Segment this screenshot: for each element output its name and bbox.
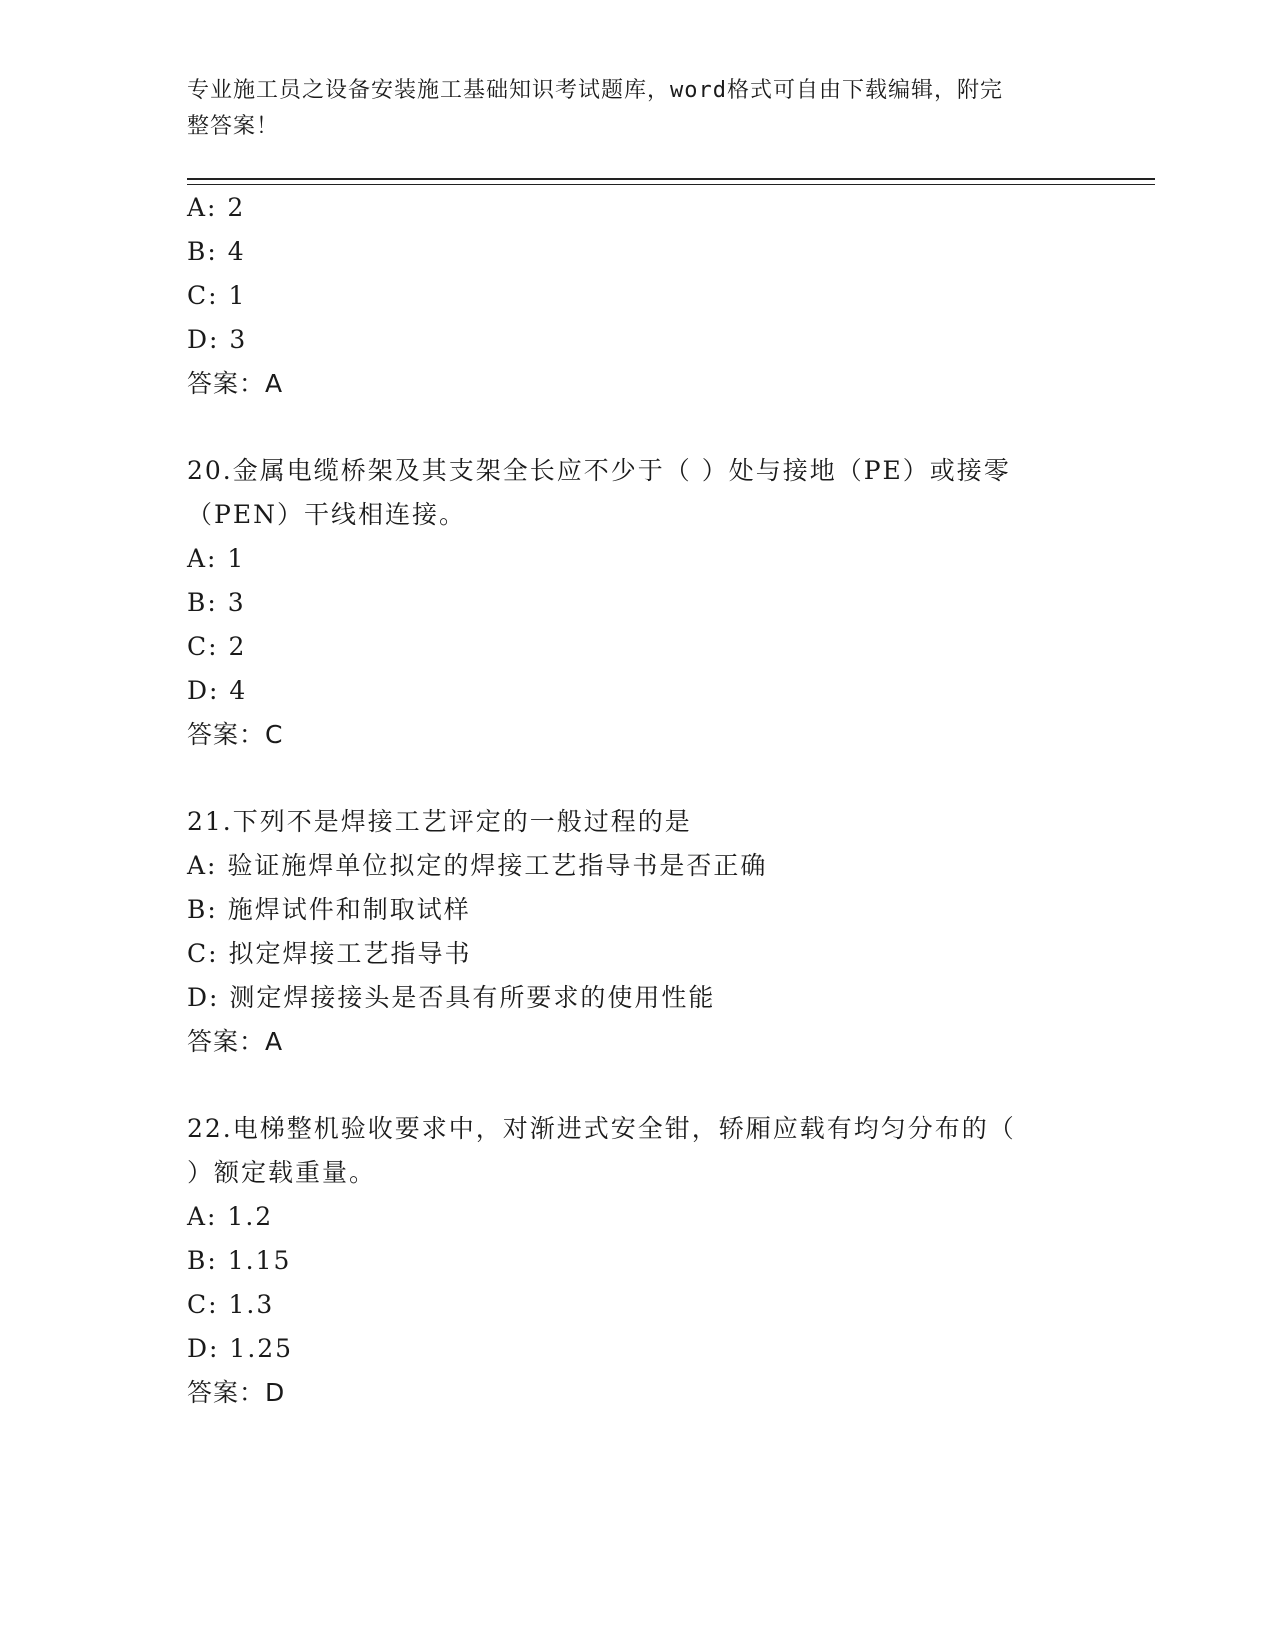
option-a: A: 1.2 <box>187 1202 274 1231</box>
header-line-2: 整答案！ <box>187 114 280 139</box>
option-a: A: 验证施焊单位拟定的焊接工艺指导书是否正确 <box>187 851 768 880</box>
answer-line: 答案：C <box>187 720 284 749</box>
option-d: D: 测定焊接接头是否具有所要求的使用性能 <box>187 983 716 1012</box>
header-rule-thick <box>187 178 1155 180</box>
option-d: D: 3 <box>187 325 248 354</box>
option-b: B: 3 <box>187 588 246 617</box>
option-c: C: 拟定焊接工艺指导书 <box>187 939 472 968</box>
header-rule-thin <box>187 184 1155 185</box>
question-text-line-2: ）额定载重量。 <box>187 1158 377 1187</box>
option-b: B: 1.15 <box>187 1246 292 1275</box>
option-a: A: 1 <box>187 544 246 573</box>
answer-line: 答案：D <box>187 1378 286 1407</box>
option-b: B: 4 <box>187 237 246 266</box>
option-c: C: 1.3 <box>187 1290 275 1319</box>
option-d: D: 1.25 <box>187 1334 294 1363</box>
question-text-line-1: 20.金属电缆桥架及其支架全长应不少于（ ）处与接地（PE）或接零 <box>187 456 1011 485</box>
answer-line: 答案：A <box>187 369 284 398</box>
answer-line: 答案：A <box>187 1027 284 1056</box>
option-c: C: 2 <box>187 632 247 661</box>
option-a: A: 2 <box>187 193 246 222</box>
header-line-1: 专业施工员之设备安装施工基础知识考试题库，word格式可自由下载编辑，附完 <box>187 78 1003 103</box>
option-c: C: 1 <box>187 281 247 310</box>
question-text-line-2: （PEN）干线相连接。 <box>187 500 466 529</box>
option-b: B: 施焊试件和制取试样 <box>187 895 471 924</box>
option-d: D: 4 <box>187 676 248 705</box>
page-header <box>187 73 1067 145</box>
question-text-line-1: 21.下列不是焊接工艺评定的一般过程的是 <box>187 807 692 836</box>
question-text-line-1: 22.电梯整机验收要求中，对渐进式安全钳，轿厢应载有均匀分布的（ <box>187 1114 1016 1143</box>
